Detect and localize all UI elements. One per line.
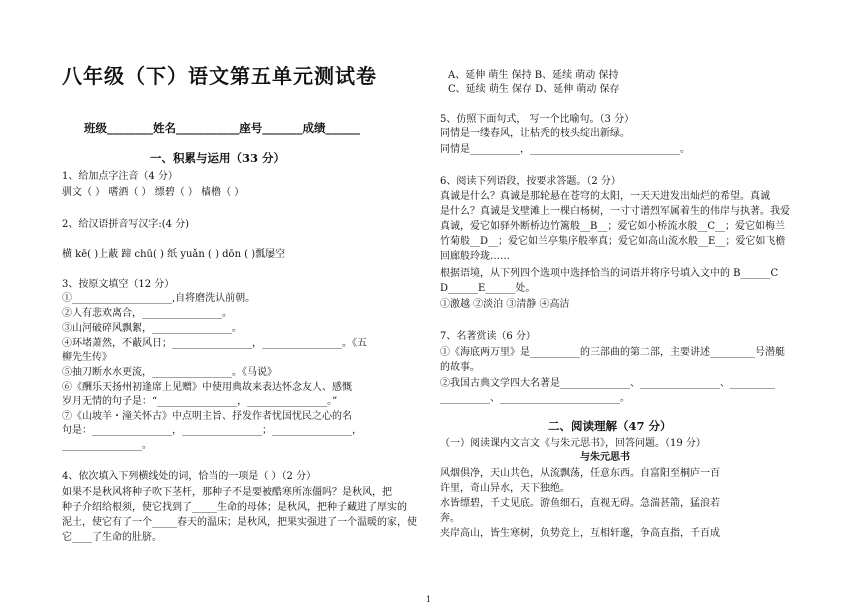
question-1-items: 驯文（ ） 嗜酒（ ） 缥碧（ ） 樯橹（ ） — [62, 187, 245, 198]
section-heading-2: 二、阅读理解（47 分） — [548, 419, 672, 433]
reading-line-1: 风烟俱净，天山共色，从流飘荡，任意东西。自富阳至桐庐一百 — [440, 468, 720, 479]
question-6-passage-2: 是什么？真诚是戈壁滩上一棵白杨树，一寸寸谱烈军属着生的伟岸与执著。我爱 — [440, 206, 790, 217]
question-3-heading: 3、按原文填空（12 分） — [62, 279, 175, 290]
question-6-passage-1: 真诚是什么？真诚是那轮悬在苍穹的太阳，一天天进发出灿烂的希望。真诚 — [440, 191, 770, 202]
student-info-line: 班级________姓名___________座号_______成绩______ — [84, 121, 360, 135]
section-heading-1: 一、积累与运用（33 分） — [150, 151, 286, 165]
question-6-passage-3: 真诚，爱它如驿外断桥边竹篱般__B__；爱它如小桥流水般__C__；爱它如梅兰 — [440, 221, 785, 232]
page-number: 1 — [426, 595, 432, 604]
question-6-instruction-2: D______E______处。 — [440, 283, 536, 294]
question-5-answer-line: 同情是__________，______________________________。 — [440, 144, 690, 155]
question-3-line-2: ②人有悲欢离合，________________。 — [62, 308, 232, 319]
question-3-line-3: ③山河破碎风飘絮，________________。 — [62, 323, 242, 334]
question-4-line-1: 如果不是秋风将种子吹下茎杆，那种子不是要被酷寒所冻僵吗？是秋风，把 — [62, 487, 392, 498]
question-3-line-11: ________________。 — [62, 440, 152, 451]
question-7-heading: 7、名著赏读（6 分） — [440, 331, 536, 342]
reading-line-2: 许里，奇山异水，天下独绝。 — [440, 483, 570, 494]
question-3-line-9: ⑦《山坡羊・潼关怀古》中点明主旨、抒发作者忧国忧民之心的名 — [62, 411, 352, 422]
question-6-passage-4: 竹菊般__D__；爱它如兰亭集序般率真；爱它如高山流水般__E__；爱它如飞檐 — [440, 236, 786, 247]
question-4-heading: 4、依次填入下列横线处的词，恰当的一项是（ ）（2 分） — [62, 471, 317, 482]
question-6-passage-5: 回廊般玲珑…… — [440, 251, 510, 262]
question-6-heading: 6、阅读下列语段，按要求答题。（2 分） — [440, 176, 621, 187]
question-3-line-8: 岁月无情的句子是：“________________，________________。” — [62, 396, 338, 407]
page-title: 八年级（下）语文第五单元测试卷 — [62, 64, 377, 88]
reading-line-3: 水皆缥碧，千丈见底。游鱼细石，直视无碍。急湍甚箭，猛浪若 — [440, 498, 720, 509]
question-7-item-1: ①《海底两万里》是__________的三部曲的第二部，主要讲述_________号潜艇 — [440, 347, 785, 358]
question-3-line-1: ①____________________,自将磨洗认前朝。 — [62, 293, 256, 304]
question-4-line-3: 泥土，使它有了一个_____春天的温床；是秋风，把果实强进了一个温暖的家，使 — [62, 517, 417, 528]
question-7-item-2: ②我国古典文学四大名著是______________、________________、_________ — [440, 378, 775, 389]
question-7-item-2-cont: __________、________________________。 — [440, 393, 630, 404]
question-3-line-7: ⑥《酬乐天扬州初逢席上见赠》中使用典故来表达怀念友人、感慨 — [62, 382, 352, 393]
reading-line-4: 奔。 — [440, 513, 460, 524]
question-6-choices: ①激越 ②淡泊 ③清静 ④高洁 — [440, 299, 570, 310]
question-2-items: 横 kē( )上蔽 蹄 chū( ) 纸 yuǎn ( ) dōn ( )瓢屡空 — [62, 249, 286, 260]
question-3-line-4: ④环堵萧然，不蔽风日；________________，________________。《五 — [62, 338, 367, 349]
question-1-heading: 1、给加点字注音（4 分） — [62, 171, 178, 182]
question-2-heading: 2、给汉语拼音写汉字:(4 分) — [62, 219, 190, 230]
question-7-item-1-cont: 的故事。 — [440, 362, 480, 373]
question-4-line-4: 它____了生命的肚脐。 — [62, 532, 162, 543]
question-4-line-2: 种子介绍给根须，使它找到了_____生命的母体；是秋风，把种子藏进了厚实的 — [62, 502, 407, 513]
question-5-example: 同情是一缕春风，让枯秃的枝头绽出新绿。 — [440, 128, 630, 139]
question-5-heading: 5、仿照下面句式， 写一个比喻句。（3 分） — [440, 114, 635, 125]
question-4-options-ab: A、延伸 萌生 保持 B、延续 萌动 保持 — [448, 70, 619, 81]
reading-line-5: 夹岸高山，皆生寒树，负势竞上，互相轩邈，争高直指，千百成 — [440, 528, 720, 539]
question-3-line-5: 柳先生传》 — [62, 352, 112, 363]
question-6-instruction-1: 根据语境，从下列四个选项中选择恰当的词语并将序号填入文中的 B______C — [440, 268, 779, 279]
reading-intro: （一）阅读课内文言文《与朱元思书》，回答问题。（19 分） — [440, 438, 706, 449]
question-3-line-6: ⑤抽刀断水水更流，________________。《马说》 — [62, 367, 277, 378]
question-4-options-cd: C、延续 萌生 保存 D、延伸 萌动 保存 — [448, 84, 620, 95]
reading-title: 与朱元思书 — [580, 452, 630, 463]
question-3-line-10: 句是：________________，________________；________________， — [62, 425, 362, 436]
